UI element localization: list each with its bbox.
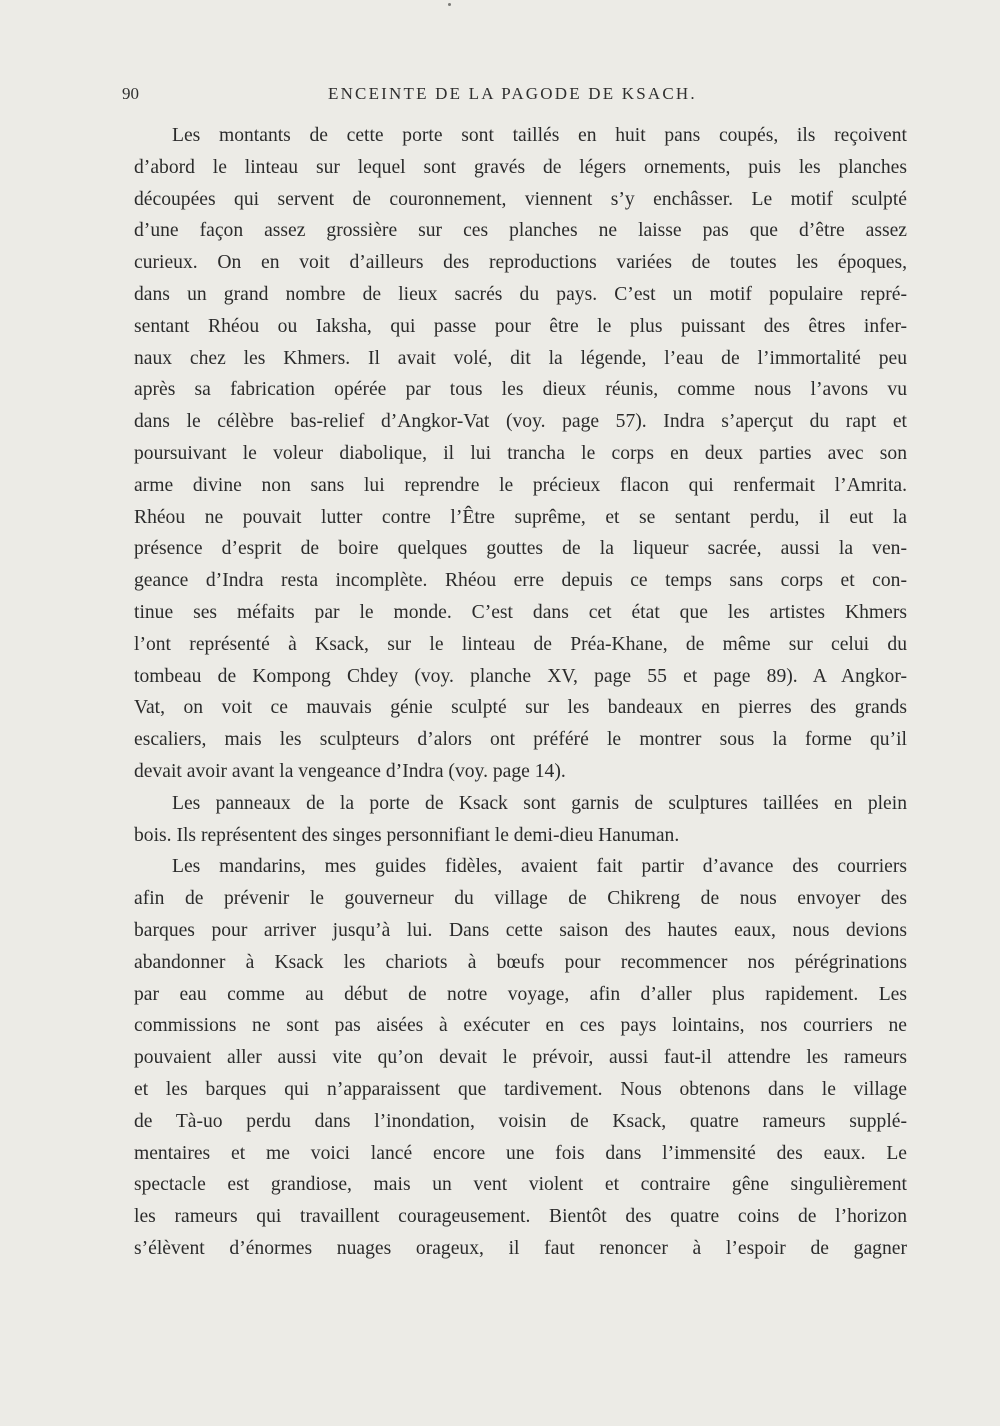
page-header — [122, 84, 912, 108]
text-line: Les mandarins, mes guides fidèles, avaient fait partir d’avance des courriers — [172, 856, 907, 878]
text-line: dans un grand nombre de lieux sacrés du pays. C’est un motif populaire repré- — [134, 283, 907, 305]
text-line: Rhéou ne pouvait lutter contre l’Être suprême, et se sentant perdu, il eut la — [134, 506, 907, 528]
text-line: escaliers, mais les sculpteurs d’alors ont préféré le montrer sous la forme qu’il — [134, 729, 907, 751]
text-line: après sa fabrication opérée par tous les dieux réunis, comme nous l’avons vu — [134, 379, 907, 401]
text-line: s’élèvent d’énormes nuages orageux, il faut renoncer à l’espoir de gagner — [134, 1237, 907, 1259]
text-line: tinue ses méfaits par le monde. C’est dans cet état que les artistes Khmers — [134, 601, 907, 623]
text-line: bois. Ils représentent des singes personnifiant le demi-dieu Hanuman. — [134, 824, 680, 846]
text-line: découpées qui servent de couronnement, viennent s’y enchâsser. Le motif sculpté — [134, 188, 907, 210]
text-line: mentaires et me voici lancé encore une fois dans l’immensité des eaux. Le — [134, 1142, 907, 1164]
body-text — [134, 120, 907, 1265]
text-line: présence d’esprit de boire quelques gouttes de la liqueur sacrée, aussi la ven- — [134, 538, 907, 560]
text-line: abandonner à Ksack les chariots à bœufs pour recommencer nos pérégrinations — [134, 951, 907, 973]
text-line: l’ont représenté à Ksack, sur le linteau de Préa-Khane, de même sur celui du — [134, 633, 907, 655]
text-line: dans le célèbre bas-relief d’Angkor-Vat (voy. page 57). Indra s’aperçut du rapt et — [134, 411, 907, 433]
text-line: et les barques qui n’apparaissent que tardivement. Nous obtenons dans le village — [134, 1078, 907, 1100]
text-line: naux chez les Khmers. Il avait volé, dit la légende, l’eau de l’immortalité peu — [134, 347, 907, 369]
text-line: commissions ne sont pas aisées à exécuter en ces pays lointains, nos courriers ne — [134, 1015, 907, 1037]
text-line: barques pour arriver jusqu’à lui. Dans cette saison des hautes eaux, nous devions — [134, 919, 907, 941]
page-number: 90 — [122, 84, 139, 103]
text-line: devait avoir avant la vengeance d’Indra (voy. page 14). — [134, 760, 566, 782]
text-line: les rameurs qui travaillent courageusement. Bientôt des quatre coins de l’horizon — [134, 1206, 907, 1228]
text-line: d’une façon assez grossière sur ces planches ne laisse pas que d’être assez — [134, 220, 907, 242]
text-line: par eau comme au début de notre voyage, afin d’aller plus rapidement. Les — [134, 983, 907, 1005]
text-line: poursuivant le voleur diabolique, il lui trancha le corps en deux parties avec son — [134, 442, 907, 464]
text-line: Les montants de cette porte sont taillés en huit pans coupés, ils reçoivent — [172, 125, 907, 146]
text-line: de Tà-uo perdu dans l’inondation, voisin de Ksack, quatre rameurs supplé- — [134, 1110, 907, 1132]
running-title: ENCEINTE DE LA PAGODE DE KSACH. — [328, 84, 697, 103]
text-line: tombeau de Kompong Chdey (voy. planche XV, page 55 et page 89). A Angkor- — [134, 665, 907, 687]
text-line: sentant Rhéou ou Iaksha, qui passe pour être le plus puissant des êtres infer- — [134, 315, 907, 337]
text-line: afin de prévenir le gouverneur du village de Chikreng de nous envoyer des — [134, 888, 907, 910]
text-line: Les panneaux de la porte de Ksack sont garnis de sculptures taillées en plein — [172, 792, 907, 814]
text-line: d’abord le linteau sur lequel sont gravés de légers ornements, puis les planches — [134, 156, 907, 178]
text-line: spectacle est grandiose, mais un vent violent et contraire gêne singulièrement — [134, 1174, 907, 1196]
text-line: curieux. On en voit d’ailleurs des reproductions variées de toutes les époques, — [134, 252, 907, 274]
text-line: arme divine non sans lui reprendre le précieux flacon qui renfermait l’Amrita. — [134, 474, 907, 496]
text-line: Vat, on voit ce mauvais génie sculpté sur les bandeaux en pierres des grands — [134, 697, 907, 719]
text-line: pouvaient aller aussi vite qu’on devait le prévoir, aussi faut-il attendre les rameurs — [134, 1047, 907, 1069]
print-speck — [448, 3, 451, 6]
text-line: geance d’Indra resta incomplète. Rhéou erre depuis ce temps sans corps et con- — [134, 570, 907, 592]
